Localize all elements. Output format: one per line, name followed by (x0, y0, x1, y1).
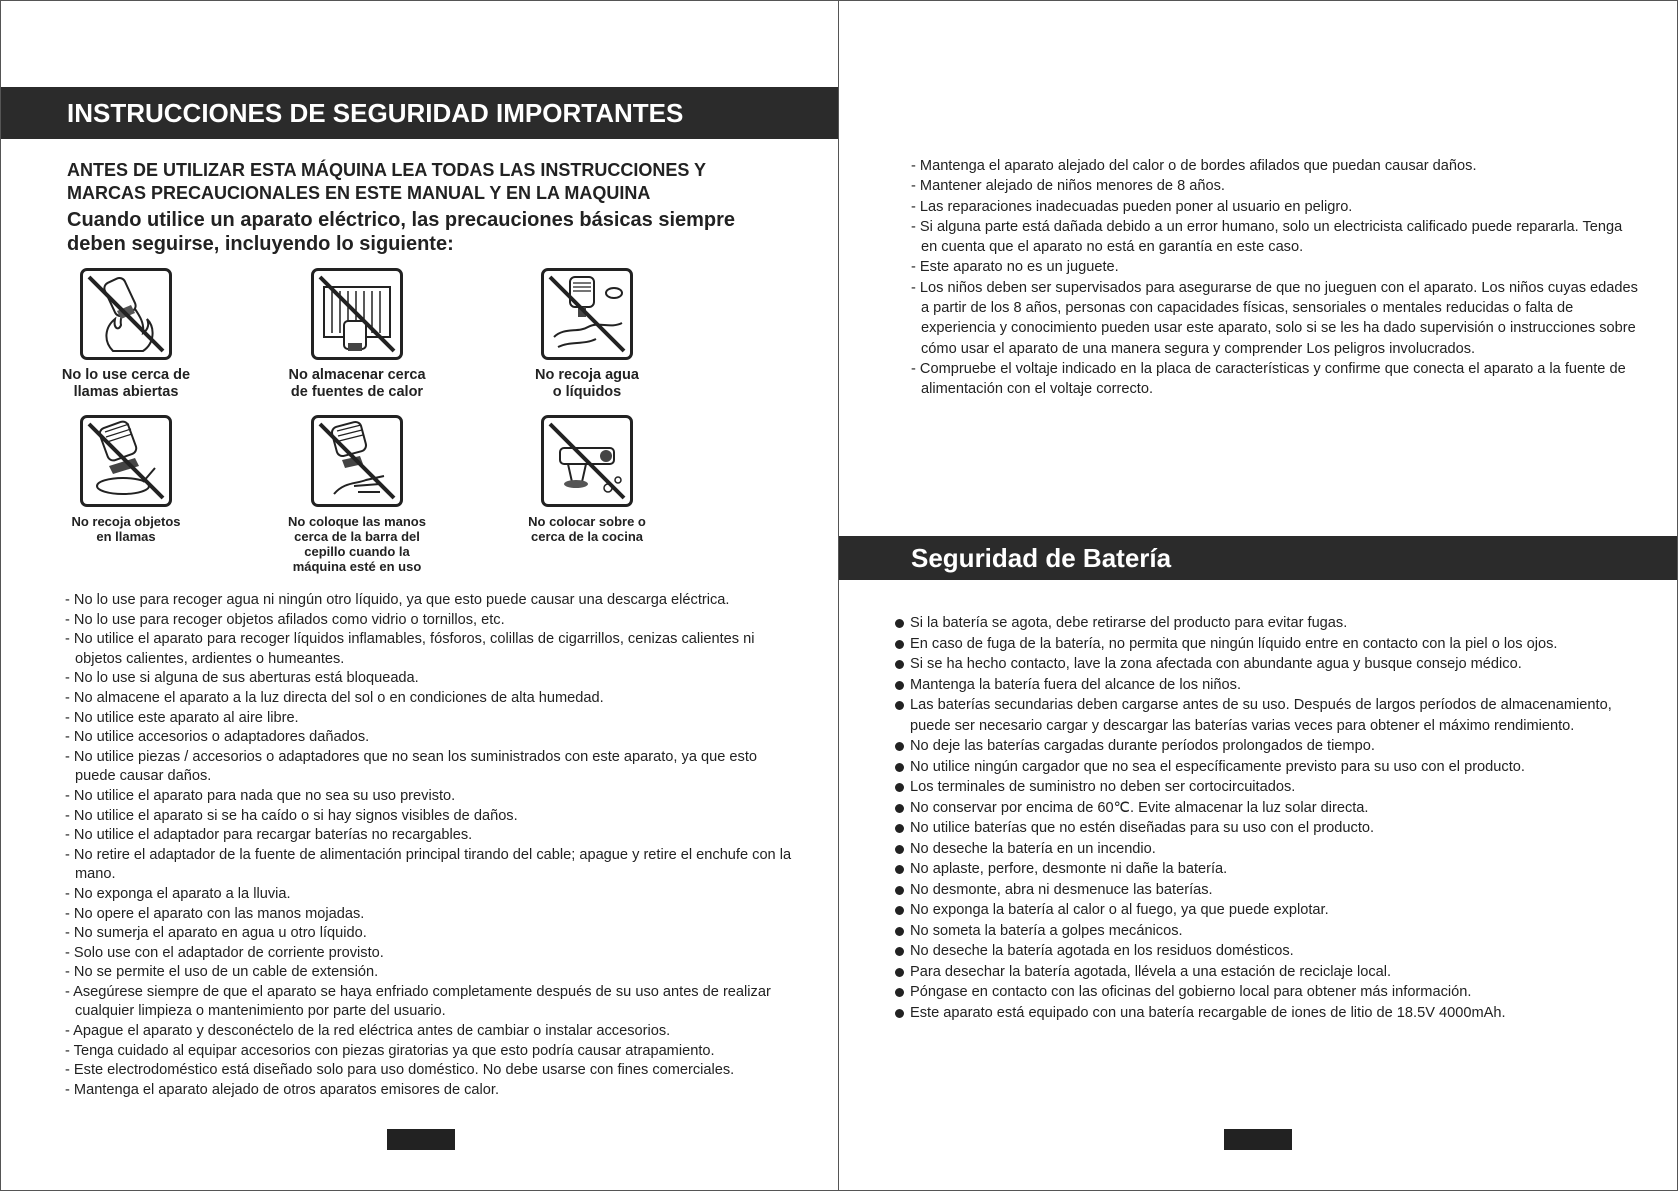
list-item: - No retire el adaptador de la fuente de alimentación principal tirando del cable; apague y retire el enchufe con la mano. (65, 846, 792, 883)
icon-cell-no-kitchen (487, 415, 687, 544)
page-number-tab (1224, 1129, 1292, 1150)
bullet-icon (895, 681, 904, 690)
battery-title-banner: Seguridad de Batería (839, 536, 1677, 580)
icon-caption: No lo use cerca de llamas abiertas (61, 367, 191, 400)
list-item: - No utilice el aparato para nada que no sea su uso previsto. (65, 787, 456, 804)
bullet-icon (895, 906, 904, 915)
list-item: - Asegúrese siempre de que el aparato se haya enfriado completamente después de su uso antes de realizar cualquier limpieza o mantenimiento por parte del usuario. (65, 983, 771, 1020)
list-item: Para desechar la batería agotada, llévela a una estación de reciclaje local. (895, 962, 1635, 983)
list-item: Si la batería se agota, debe retirarse del producto para evitar fugas. (895, 613, 1635, 634)
bullet-icon (895, 804, 904, 813)
list-item: - No utilice el adaptador para recargar baterías no recargables. (65, 827, 473, 844)
list-item: - Apague el aparato y desconéctelo de la red eléctrica antes de cambiar o instalar accesorios. (65, 1023, 671, 1040)
list-item: - No utilice el aparato para recoger líquidos inflamables, fósforos, colillas de cigarrillos, cenizas calientes ni objetos calientes, ardientes o humeantes. (65, 631, 755, 667)
list-item: - No lo use si alguna de sus aberturas está bloqueada. (65, 670, 419, 687)
icon-caption: No recoja agua o líquidos (535, 367, 639, 400)
no-stove-icon (541, 415, 633, 507)
right-page (839, 0, 1678, 1191)
list-item: Póngase en contacto con las oficinas del gobierno local para obtener más información. (895, 982, 1635, 1003)
list-item: - No utilice accesorios o adaptadores dañados. (65, 729, 370, 746)
list-item: - Mantenga el aparato alejado del calor o de bordes afilados que puedan causar daños. (911, 158, 1477, 174)
bullet-icon (895, 660, 904, 669)
list-item: No utilice ningún cargador que no sea el específicamente previsto para su uso con el producto. (895, 757, 1635, 778)
bullet-icon (895, 619, 904, 628)
list-item: - No utilice el aparato si se ha caído o si hay signos visibles de daños. (65, 807, 518, 824)
bullet-icon (895, 1009, 904, 1018)
list-item: No deseche la batería en un incendio. (895, 839, 1635, 860)
list-item: - No utilice este aparato al aire libre. (65, 709, 299, 726)
no-open-flames-icon (80, 268, 172, 360)
bullet-icon (895, 947, 904, 956)
bullet-icon (895, 824, 904, 833)
intro-warning: ANTES DE UTILIZAR ESTA MÁQUINA LEA TODAS LAS INSTRUCCIONES Y MARCAS PRECAUCIONALES EN ESTE MANUAL Y EN LA MAQUINA (67, 160, 706, 203)
list-item: - No lo use para recoger agua ni ningún otro líquido, ya que esto puede causar una descarga eléctrica. (65, 592, 730, 608)
list-item: No deje las baterías cargadas durante períodos prolongados de tiempo. (895, 736, 1635, 757)
bullet-icon (895, 968, 904, 977)
icon-cell-no-heat (257, 268, 457, 401)
no-hands-near-brush-icon (311, 415, 403, 507)
list-item: No aplaste, perfore, desmonte ni dañe la batería. (895, 859, 1635, 880)
list-item: Las baterías secundarias deben cargarse antes de su uso. Después de largos períodos de almacenamiento, puede ser necesario cargar y descargar las baterías varias veces para obtener el máximo rendimiento. (895, 695, 1635, 736)
battery-safety-list (895, 613, 1635, 1023)
list-item: No exponga la batería al calor o al fuego, ya que puede explotar. (895, 900, 1635, 921)
list-item: - Mantenga el aparato alejado de otros aparatos emisores de calor. (65, 1081, 500, 1098)
safety-warnings-list (65, 591, 795, 1100)
continued-warnings-list (911, 156, 1641, 400)
bullet-icon (895, 701, 904, 710)
icon-cell-no-water (487, 268, 687, 401)
icon-cell-no-burning (26, 415, 226, 544)
bullet-icon (895, 763, 904, 772)
list-item: No deseche la batería agotada en los residuos domésticos. (895, 941, 1635, 962)
list-item: - No almacene el aparato a la luz directa del sol o en condiciones de alta humedad. (65, 689, 604, 706)
icon-cell-no-flames (26, 268, 226, 401)
no-liquids-icon (541, 268, 633, 360)
list-item: - No se permite el uso de un cable de extensión. (65, 964, 379, 981)
list-item: - Solo use con el adaptador de corriente provisto. (65, 944, 384, 961)
bullet-icon (895, 845, 904, 854)
intro-text (67, 159, 787, 256)
icon-caption: No coloque las manos cerca de la barra del cepillo cuando la máquina esté en uso (288, 514, 426, 574)
list-item: Los terminales de suministro no deben ser cortocircuitados. (895, 777, 1635, 798)
intro-precautions: Cuando utilice un aparato eléctrico, las precauciones básicas siempre deben seguirse, incluyendo lo siguiente: (67, 209, 736, 255)
icon-caption: No recoja objetos en llamas (71, 514, 181, 544)
list-item: - Tenga cuidado al equipar accesorios con piezas giratorias ya que esto podría causar atrapamiento. (65, 1042, 715, 1059)
bullet-icon (895, 988, 904, 997)
list-item: - No opere el aparato con las manos mojadas. (65, 905, 365, 922)
bullet-icon (895, 865, 904, 874)
bullet-icon (895, 927, 904, 936)
list-item: - No lo use para recoger objetos afilados como vidrio o tornillos, etc. (65, 611, 505, 628)
icon-cell-no-hands (257, 415, 457, 574)
bullet-icon (895, 783, 904, 792)
icon-caption: No almacenar cerca de fuentes de calor (288, 367, 426, 400)
safety-title-banner: INSTRUCCIONES DE SEGURIDAD IMPORTANTES (1, 87, 838, 139)
bullet-icon (895, 742, 904, 751)
page-number-tab (387, 1129, 455, 1150)
no-burning-objects-icon (80, 415, 172, 507)
icon-caption: No colocar sobre o cerca de la cocina (528, 514, 646, 544)
list-item: - No exponga el aparato a la lluvia. (65, 885, 291, 902)
list-item: - Compruebe el voltaje indicado en la placa de características y confirme que conecta el aparato a la fuente de alimentación con el voltaje correcto. (911, 360, 1626, 398)
list-item: Mantenga la batería fuera del alcance de los niños. (895, 675, 1635, 696)
list-item: - Las reparaciones inadecuadas pueden poner al usuario en peligro. (911, 198, 1353, 215)
no-heat-source-icon (311, 268, 403, 360)
list-item: Si se ha hecho contacto, lave la zona afectada con abundante agua y busque consejo médico. (895, 654, 1635, 675)
list-item: - Los niños deben ser supervisados para asegurarse de que no jueguen con el aparato. Los niños cuyas edades a partir de los 8 años, personas con capacidades físicas, sensoriales o mentales reducidas o falta de experiencia y conocimiento pueden usar este aparato, solo si se les ha dado supervisión o instrucciones sobre cómo usar el aparato de una manera segura y comprender Los peligros involucrados. (911, 279, 1638, 357)
list-item: - No sumerja el aparato en agua u otro líquido. (65, 925, 367, 942)
list-item: No utilice baterías que no estén diseñadas para su uso con el producto. (895, 818, 1635, 839)
list-item: Este aparato está equipado con una batería recargable de iones de litio de 18.5V 4000mAh. (895, 1003, 1635, 1024)
list-item: - Si alguna parte está dañada debido a un error humano, solo un electricista calificado puede repararla. Tenga en cuenta que el aparato no está en garantía en este caso. (911, 218, 1623, 256)
list-item: No someta la batería a golpes mecánicos. (895, 921, 1635, 942)
bullet-icon (895, 886, 904, 895)
list-item: En caso de fuga de la batería, no permita que ningún líquido entre en contacto con la piel o los ojos. (895, 634, 1635, 655)
list-item: - Mantener alejado de niños menores de 8 años. (911, 178, 1225, 195)
list-item: No desmonte, abra ni desmenuce las baterías. (895, 880, 1635, 901)
bullet-icon (895, 640, 904, 649)
list-item: No conservar por encima de 60℃. Evite almacenar la luz solar directa. (895, 798, 1635, 819)
list-item: - Este electrodoméstico está diseñado solo para uso doméstico. No debe usarse con fines comerciales. (65, 1062, 735, 1079)
list-item: - No utilice piezas / accesorios o adaptadores que no sean los suministrados con este aparato, ya que esto puede causar daños. (65, 748, 757, 785)
list-item: - Este aparato no es un juguete. (911, 259, 1119, 276)
